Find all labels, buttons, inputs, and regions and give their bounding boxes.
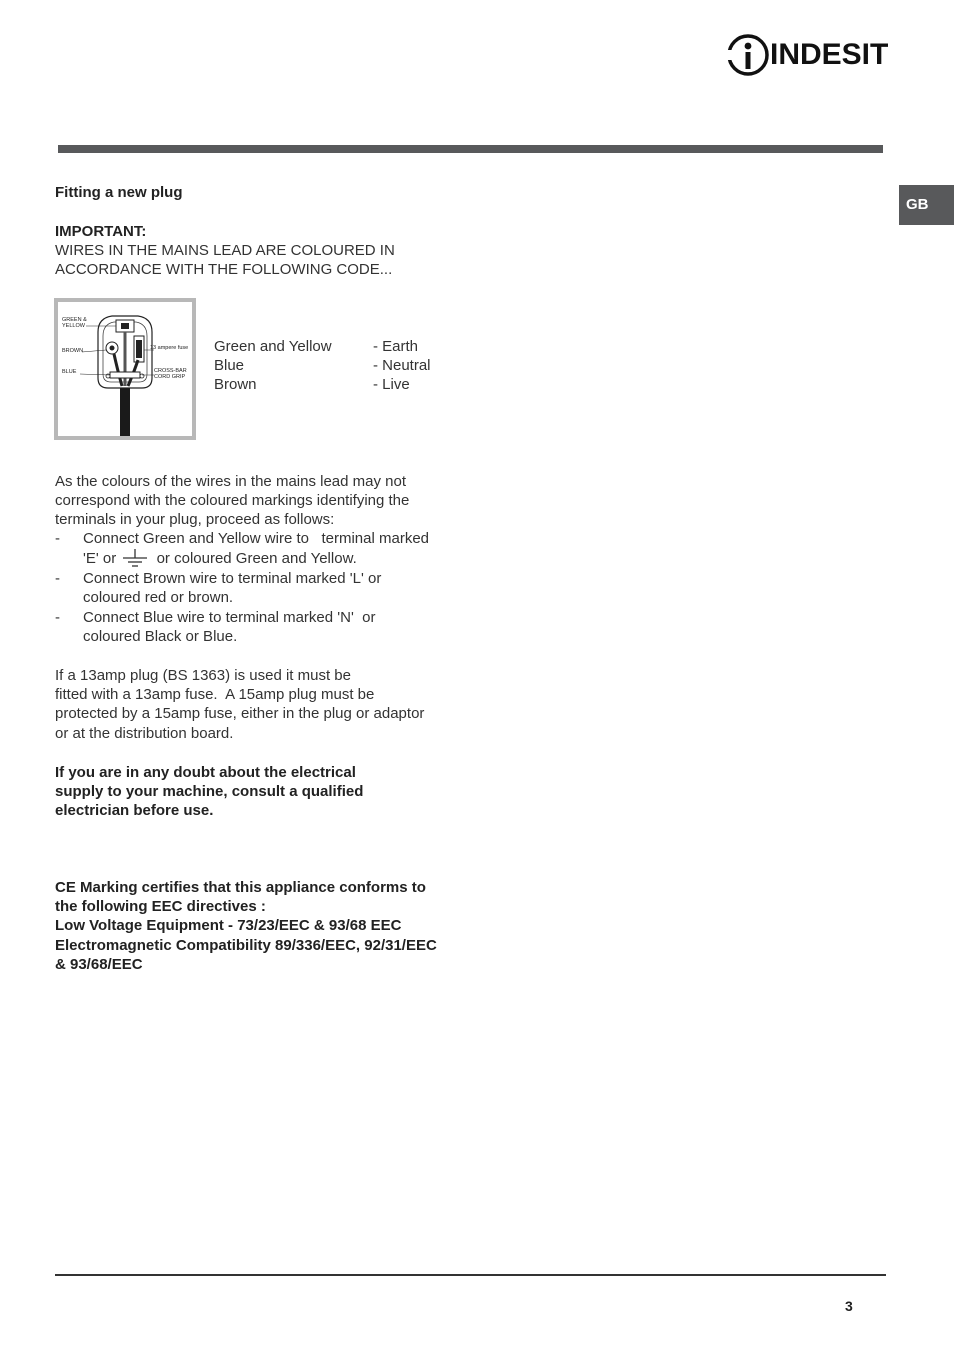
colour-row: Brown - Live bbox=[214, 376, 410, 394]
label-brown: BROWN bbox=[62, 348, 84, 354]
label-blue: BLUE bbox=[62, 369, 77, 375]
important-label: IMPORTANT: bbox=[55, 223, 147, 240]
earth-symbol-icon bbox=[122, 549, 148, 569]
section-title: Fitting a new plug bbox=[55, 184, 183, 201]
colour-row: Blue - Neutral bbox=[214, 357, 431, 375]
electrician-warning: If you are in any doubt about the electrical supply to your machine, consult a qualified electrician before use. bbox=[55, 764, 364, 820]
indesit-logo bbox=[726, 33, 889, 77]
header-rule bbox=[58, 145, 883, 153]
ce-marking-statement: CE Marking certifies that this appliance conforms to the following EEC directives : Low Voltage Equipment - 73/23/EEC & 93/68 EEC Electromagnetic Compatibility 89/336/EEC, 92/31/EEC & 93/68/EEC bbox=[55, 879, 437, 973]
instructions-intro: As the colours of the wires in the mains lead may not correspond with the coloured markings identifying the terminals in your plug, proceed as follows: bbox=[55, 473, 410, 529]
label-cordgrip: CORD GRIP bbox=[154, 374, 186, 380]
label-green-yellow-2: YELLOW bbox=[62, 323, 85, 329]
fuse-note: If a 13amp plug (BS 1363) is used it must be fitted with a 13amp fuse. A 15amp plug must be protected by a 15amp fuse, either in the plug or adaptor or at the distribution board. bbox=[55, 667, 425, 742]
list-item: - Connect Blue wire to terminal marked 'N' or coloured Black or Blue. bbox=[55, 608, 376, 645]
footer-rule bbox=[55, 1274, 886, 1276]
label-crossbar: CROSS-BAR bbox=[154, 368, 187, 374]
brand-name: INDESIT bbox=[770, 38, 889, 71]
plug-wiring-diagram bbox=[54, 298, 196, 440]
list-item: - Connect Brown wire to terminal marked 'L' or coloured red or brown. bbox=[55, 570, 382, 607]
colour-row: Green and Yellow - Earth bbox=[214, 338, 419, 355]
page-number: 3 bbox=[845, 1298, 853, 1314]
wiring-steps bbox=[55, 529, 455, 646]
list-item: - Connect Green and Yellow wire to terminal marked 'E' or or coloured Green and Yellow. bbox=[55, 530, 430, 568]
label-fuse: 13 ampere fuse bbox=[150, 345, 189, 351]
label-green-yellow: GREEN & bbox=[62, 317, 87, 323]
language-tab: GB bbox=[899, 185, 954, 225]
colour-code-table bbox=[214, 337, 431, 395]
important-text: WIRES IN THE MAINS LEAD ARE COLOURED IN ACCORDANCE WITH THE FOLLOWING CODE... bbox=[55, 242, 395, 279]
indesit-emblem-icon bbox=[726, 33, 770, 77]
